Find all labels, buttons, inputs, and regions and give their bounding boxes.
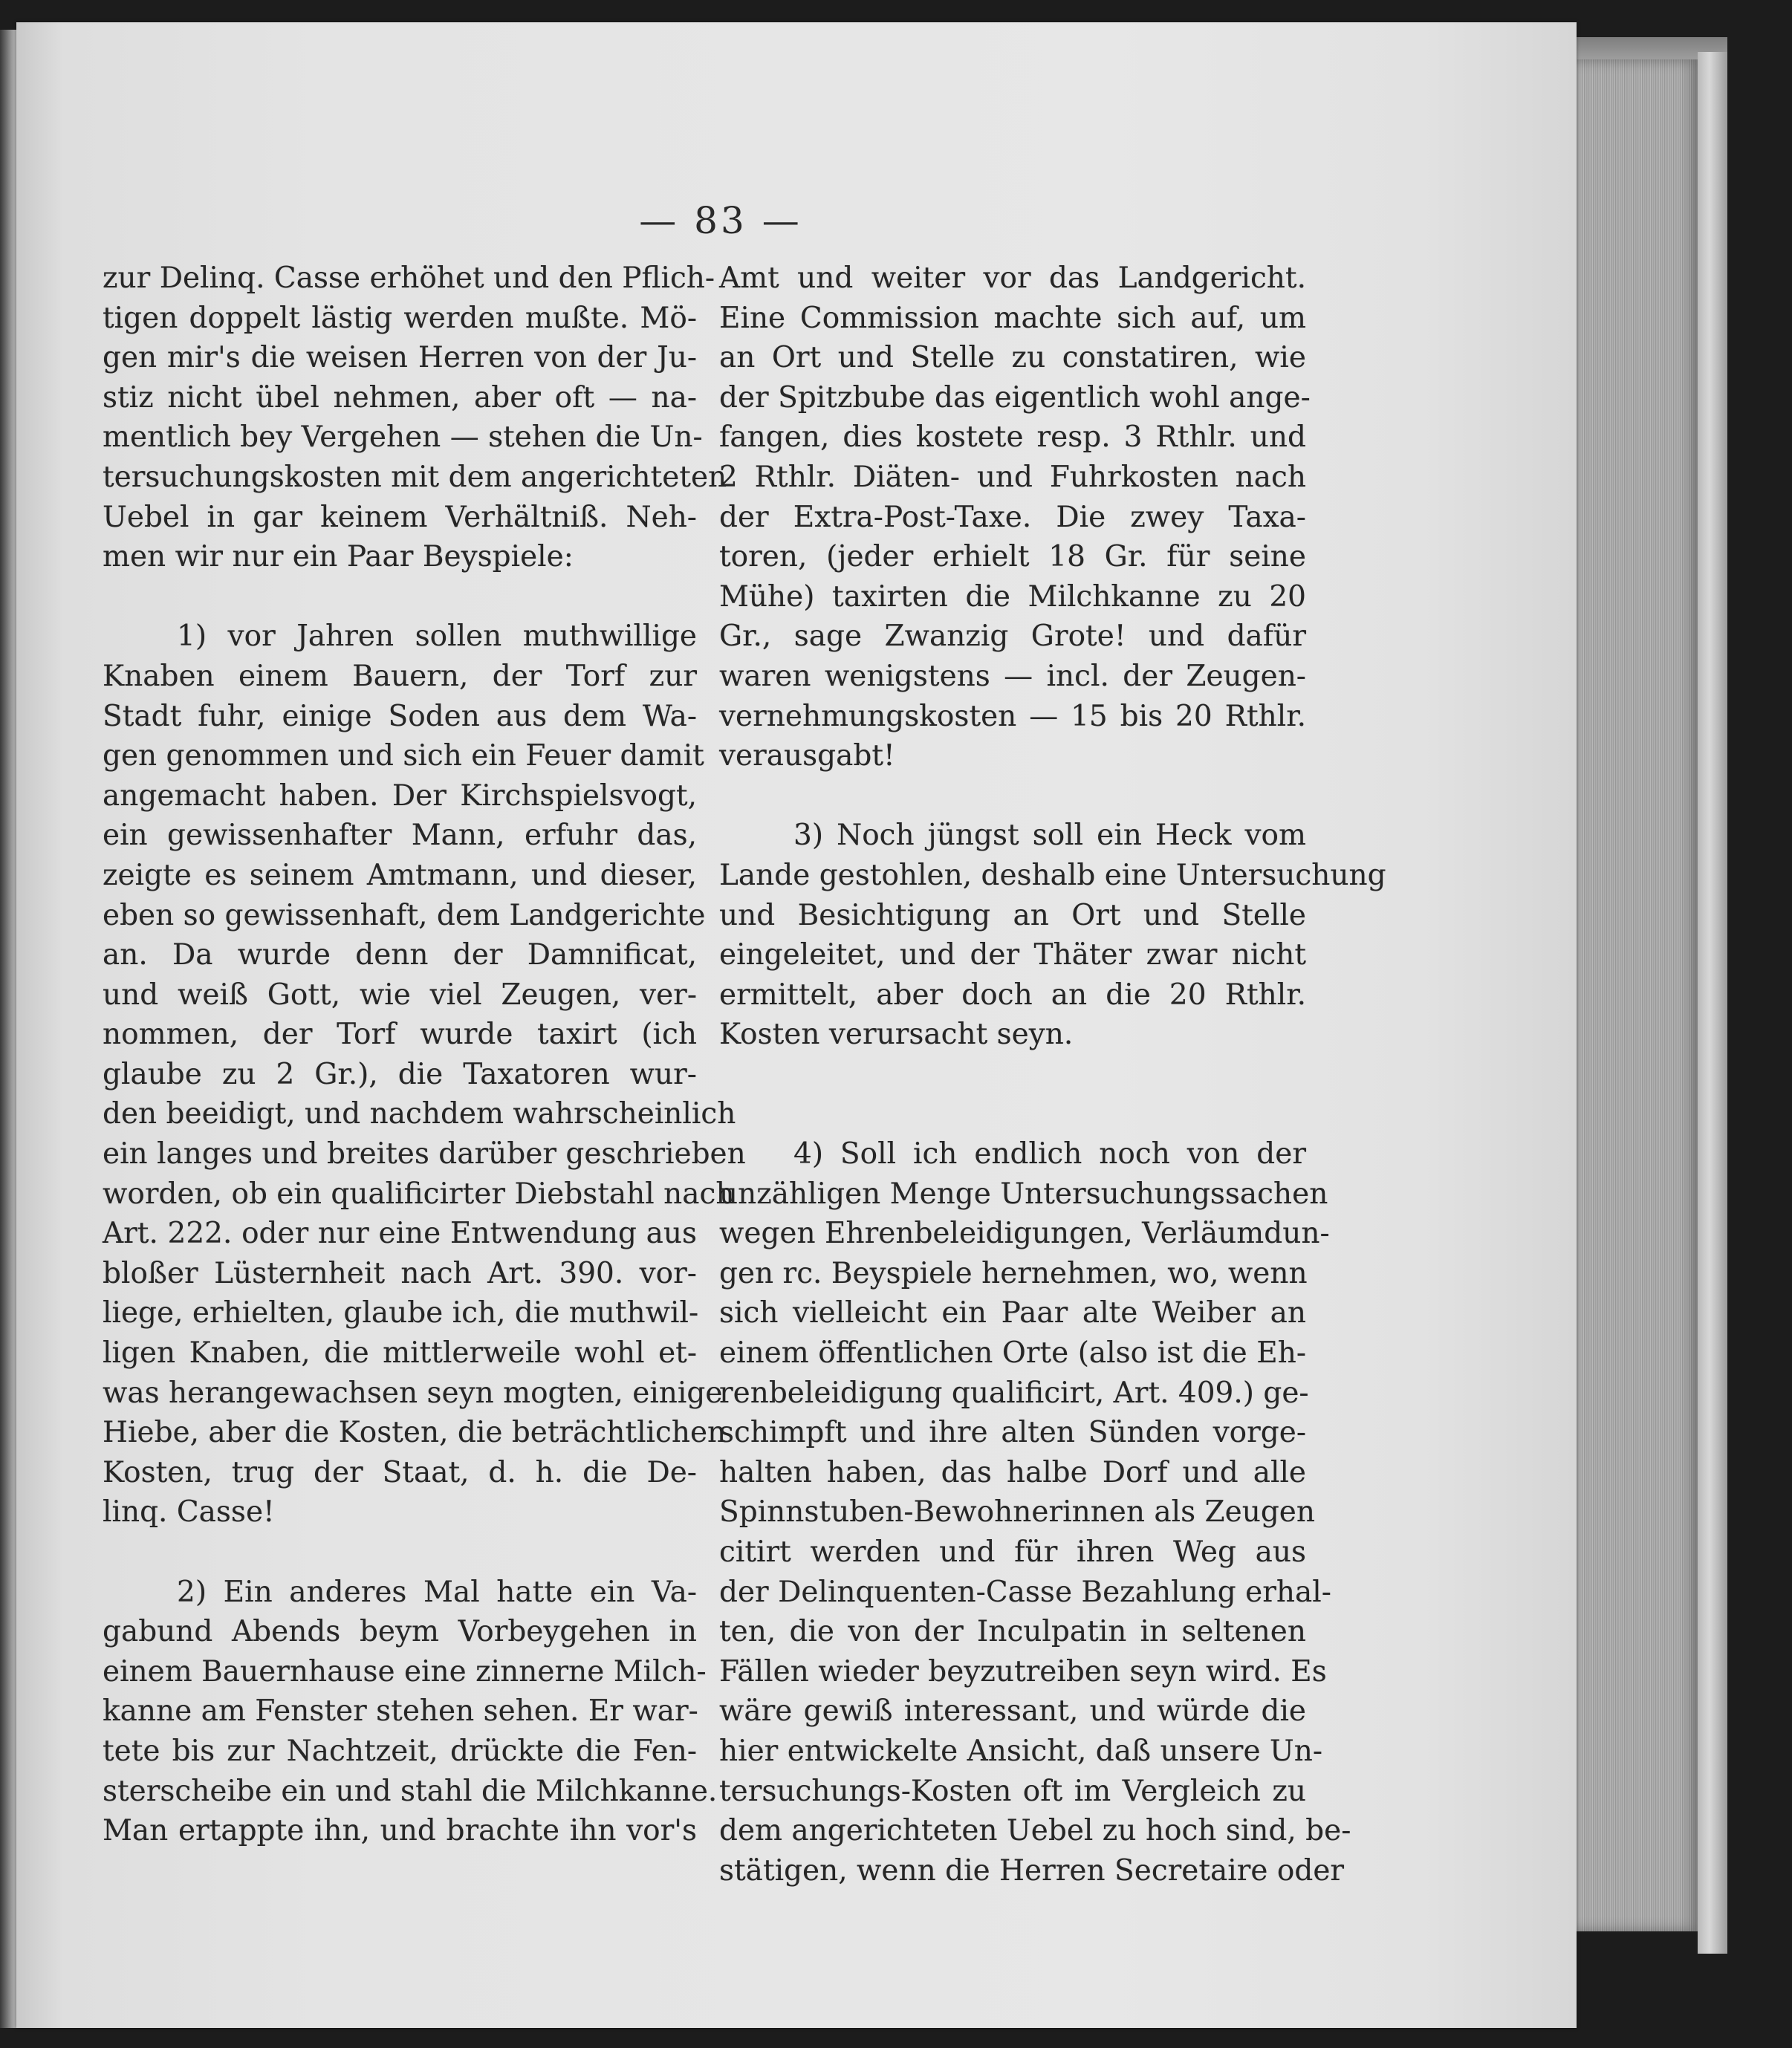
text-line: tete bis zur Nachtzeit, drückte die Fen- (103, 1734, 697, 1768)
text-line: citirt werden und für ihren Weg aus (719, 1535, 1306, 1569)
text-line: der Spitzbube das eigentlich wohl ange- (719, 380, 1311, 415)
text-line: Fällen wieder beyzutreiben seyn wird. Es (719, 1654, 1327, 1688)
text-line: worden, ob ein qualificirter Diebstahl nach (103, 1177, 735, 1211)
text-line: renbeleidigung qualificirt, Art. 409.) ge- (719, 1376, 1309, 1410)
text-line: Kosten, trug der Staat, d. h. die De- (103, 1455, 697, 1489)
text-line: unzähligen Menge Untersuchungssachen (719, 1177, 1328, 1211)
text-line: gen mir's die weisen Herren von der Ju- (103, 341, 697, 375)
paragraph-gap (719, 1094, 1306, 1134)
text-line: kanne am Fenster stehen sehen. Er war- (103, 1694, 698, 1729)
text-line: Gr., sage Zwanzig Grote! und dafür (719, 620, 1306, 654)
text-line: sterscheibe ein und stahl die Milchkanne. (103, 1774, 718, 1808)
text-line: Eine Commission machte sich auf, um (719, 301, 1306, 335)
text-line: gen rc. Beyspiele hernehmen, wo, wenn (719, 1256, 1308, 1290)
text-line: tigen doppelt lästig werden mußte. Mö- (103, 301, 697, 335)
text-line: verausgabt! (719, 739, 895, 773)
text-line: den beeidigt, und nachdem wahrscheinlich (103, 1097, 736, 1131)
text-line: hier entwickelte Ansicht, daß unsere Un- (719, 1734, 1323, 1768)
text-line: der Delinquenten-Casse Bezahlung erhal- (719, 1575, 1331, 1609)
text-line: Art. 222. oder nur eine Entwendung aus (103, 1217, 697, 1251)
text-line: tersuchungs-Kosten oft im Vergleich zu (719, 1774, 1306, 1808)
paragraph-gap (103, 1532, 697, 1573)
text-line: an Ort und Stelle zu constatiren, wie (719, 341, 1306, 375)
text-line: glaube zu 2 Gr.), die Taxatoren wur- (103, 1057, 697, 1091)
text-line: zur Delinq. Casse erhöhet und den Pflich- (103, 261, 715, 295)
right-text-column (719, 259, 1386, 1891)
text-line: 4) Soll ich endlich noch von der (793, 1137, 1306, 1171)
text-line: Spinnstuben-Bewohnerinnen als Zeugen (719, 1495, 1315, 1530)
text-line: was herangewachsen seyn mogten, einige (103, 1376, 723, 1410)
text-line: ligen Knaben, die mittlerweile wohl et- (103, 1336, 697, 1371)
text-line: waren wenigstens — incl. der Zeugen- (719, 659, 1306, 693)
text-line: ten, die von der Inculpatin in seltenen (719, 1615, 1306, 1649)
text-line: toren, (jeder erhielt 18 Gr. für seine (719, 540, 1306, 574)
text-line: 2 Rthlr. Diäten- und Fuhrkosten nach (719, 460, 1306, 494)
text-line: angemacht haben. Der Kirchspielsvogt, (103, 778, 697, 813)
text-line: stätigen, wenn die Herren Secretaire oder (719, 1853, 1345, 1888)
text-line: fangen, dies kostete resp. 3 Rthlr. und (719, 420, 1306, 455)
text-line: vernehmungskosten — 15 bis 20 Rthlr. (719, 699, 1306, 733)
text-line: bloßer Lüsternheit nach Art. 390. vor- (103, 1256, 697, 1290)
text-line: gen genommen und sich ein Feuer damit (103, 739, 704, 773)
text-line: mentlich bey Vergehen — stehen die Un- (103, 420, 703, 455)
book-page-stack (1564, 59, 1700, 1931)
text-line: eben so gewissenhaft, dem Landgerichte (103, 898, 706, 932)
paragraph-gap (103, 577, 697, 617)
text-line: schimpft und ihre alten Sünden vorge- (719, 1416, 1306, 1450)
text-line: eingeleitet, und der Thäter zwar nicht (719, 938, 1306, 972)
text-line: Hiebe, aber die Kosten, die beträchtlichen (103, 1416, 727, 1450)
book-cover-edge (1698, 52, 1727, 1954)
text-line: 3) Noch jüngst soll ein Heck vom (793, 819, 1306, 853)
text-line: Man ertappte ihn, und brachte ihn vor's (103, 1814, 697, 1848)
text-line: sich vielleicht ein Paar alte Weiber an (719, 1296, 1306, 1330)
text-line: men wir nur ein Paar Beyspiele: (103, 540, 574, 574)
text-line: und weiß Gott, wie viel Zeugen, ver- (103, 978, 697, 1012)
text-line: zeigte es seinem Amtmann, und dieser, (103, 858, 697, 892)
text-line: 1) vor Jahren sollen muthwillige (177, 620, 697, 654)
text-line: ein gewissenhafter Mann, erfuhr das, (103, 819, 697, 853)
text-line: Kosten verursacht seyn. (719, 1018, 1074, 1052)
text-line: tersuchungskosten mit dem angerichteten (103, 460, 727, 494)
text-line: 2) Ein anderes Mal hatte ein Va- (177, 1575, 697, 1609)
text-line: einem öffentlichen Orte (also ist die Eh- (719, 1336, 1306, 1371)
text-line: Uebel in gar keinem Verhältniß. Neh- (103, 500, 697, 534)
text-line: dem angerichteten Uebel zu hoch sind, be- (719, 1814, 1351, 1848)
text-line: einem Bauernhause eine zinnerne Milch- (103, 1654, 707, 1688)
text-line: stiz nicht übel nehmen, aber oft — na- (103, 380, 697, 415)
text-line: Knaben einem Bauern, der Torf zur (103, 659, 697, 693)
page-number: — 83 — (639, 199, 802, 242)
text-line: Amt und weiter vor das Landgericht. (719, 261, 1306, 295)
paragraph-gap (719, 776, 1306, 816)
text-line: wäre gewiß interessant, und würde die (719, 1694, 1306, 1729)
text-line: linq. Casse! (103, 1495, 275, 1530)
text-line: und Besichtigung an Ort und Stelle (719, 898, 1306, 932)
text-line: der Extra-Post-Taxe. Die zwey Taxa- (719, 500, 1306, 534)
text-line: an. Da wurde denn der Damnificat, (103, 938, 697, 972)
text-line: ermittelt, aber doch an die 20 Rthlr. (719, 978, 1306, 1012)
text-line: liege, erhielten, glaube ich, die muthwil- (103, 1296, 699, 1330)
paragraph-gap (719, 1055, 1306, 1095)
text-line: halten haben, das halbe Dorf und alle (719, 1455, 1306, 1489)
text-line: gabund Abends beym Vorbeygehen in (103, 1615, 697, 1649)
left-text-column (103, 259, 746, 1851)
text-line: Stadt fuhr, einige Soden aus dem Wa- (103, 699, 697, 733)
text-line: nommen, der Torf wurde taxirt (ich (103, 1018, 697, 1052)
text-line: ein langes und breites darüber geschrieben (103, 1137, 746, 1171)
text-line: wegen Ehrenbeleidigungen, Verläumdun- (719, 1217, 1330, 1251)
text-line: Lande gestohlen, deshalb eine Untersuchung (719, 858, 1386, 892)
text-line: Mühe) taxirten die Milchkanne zu 20 (719, 579, 1306, 614)
